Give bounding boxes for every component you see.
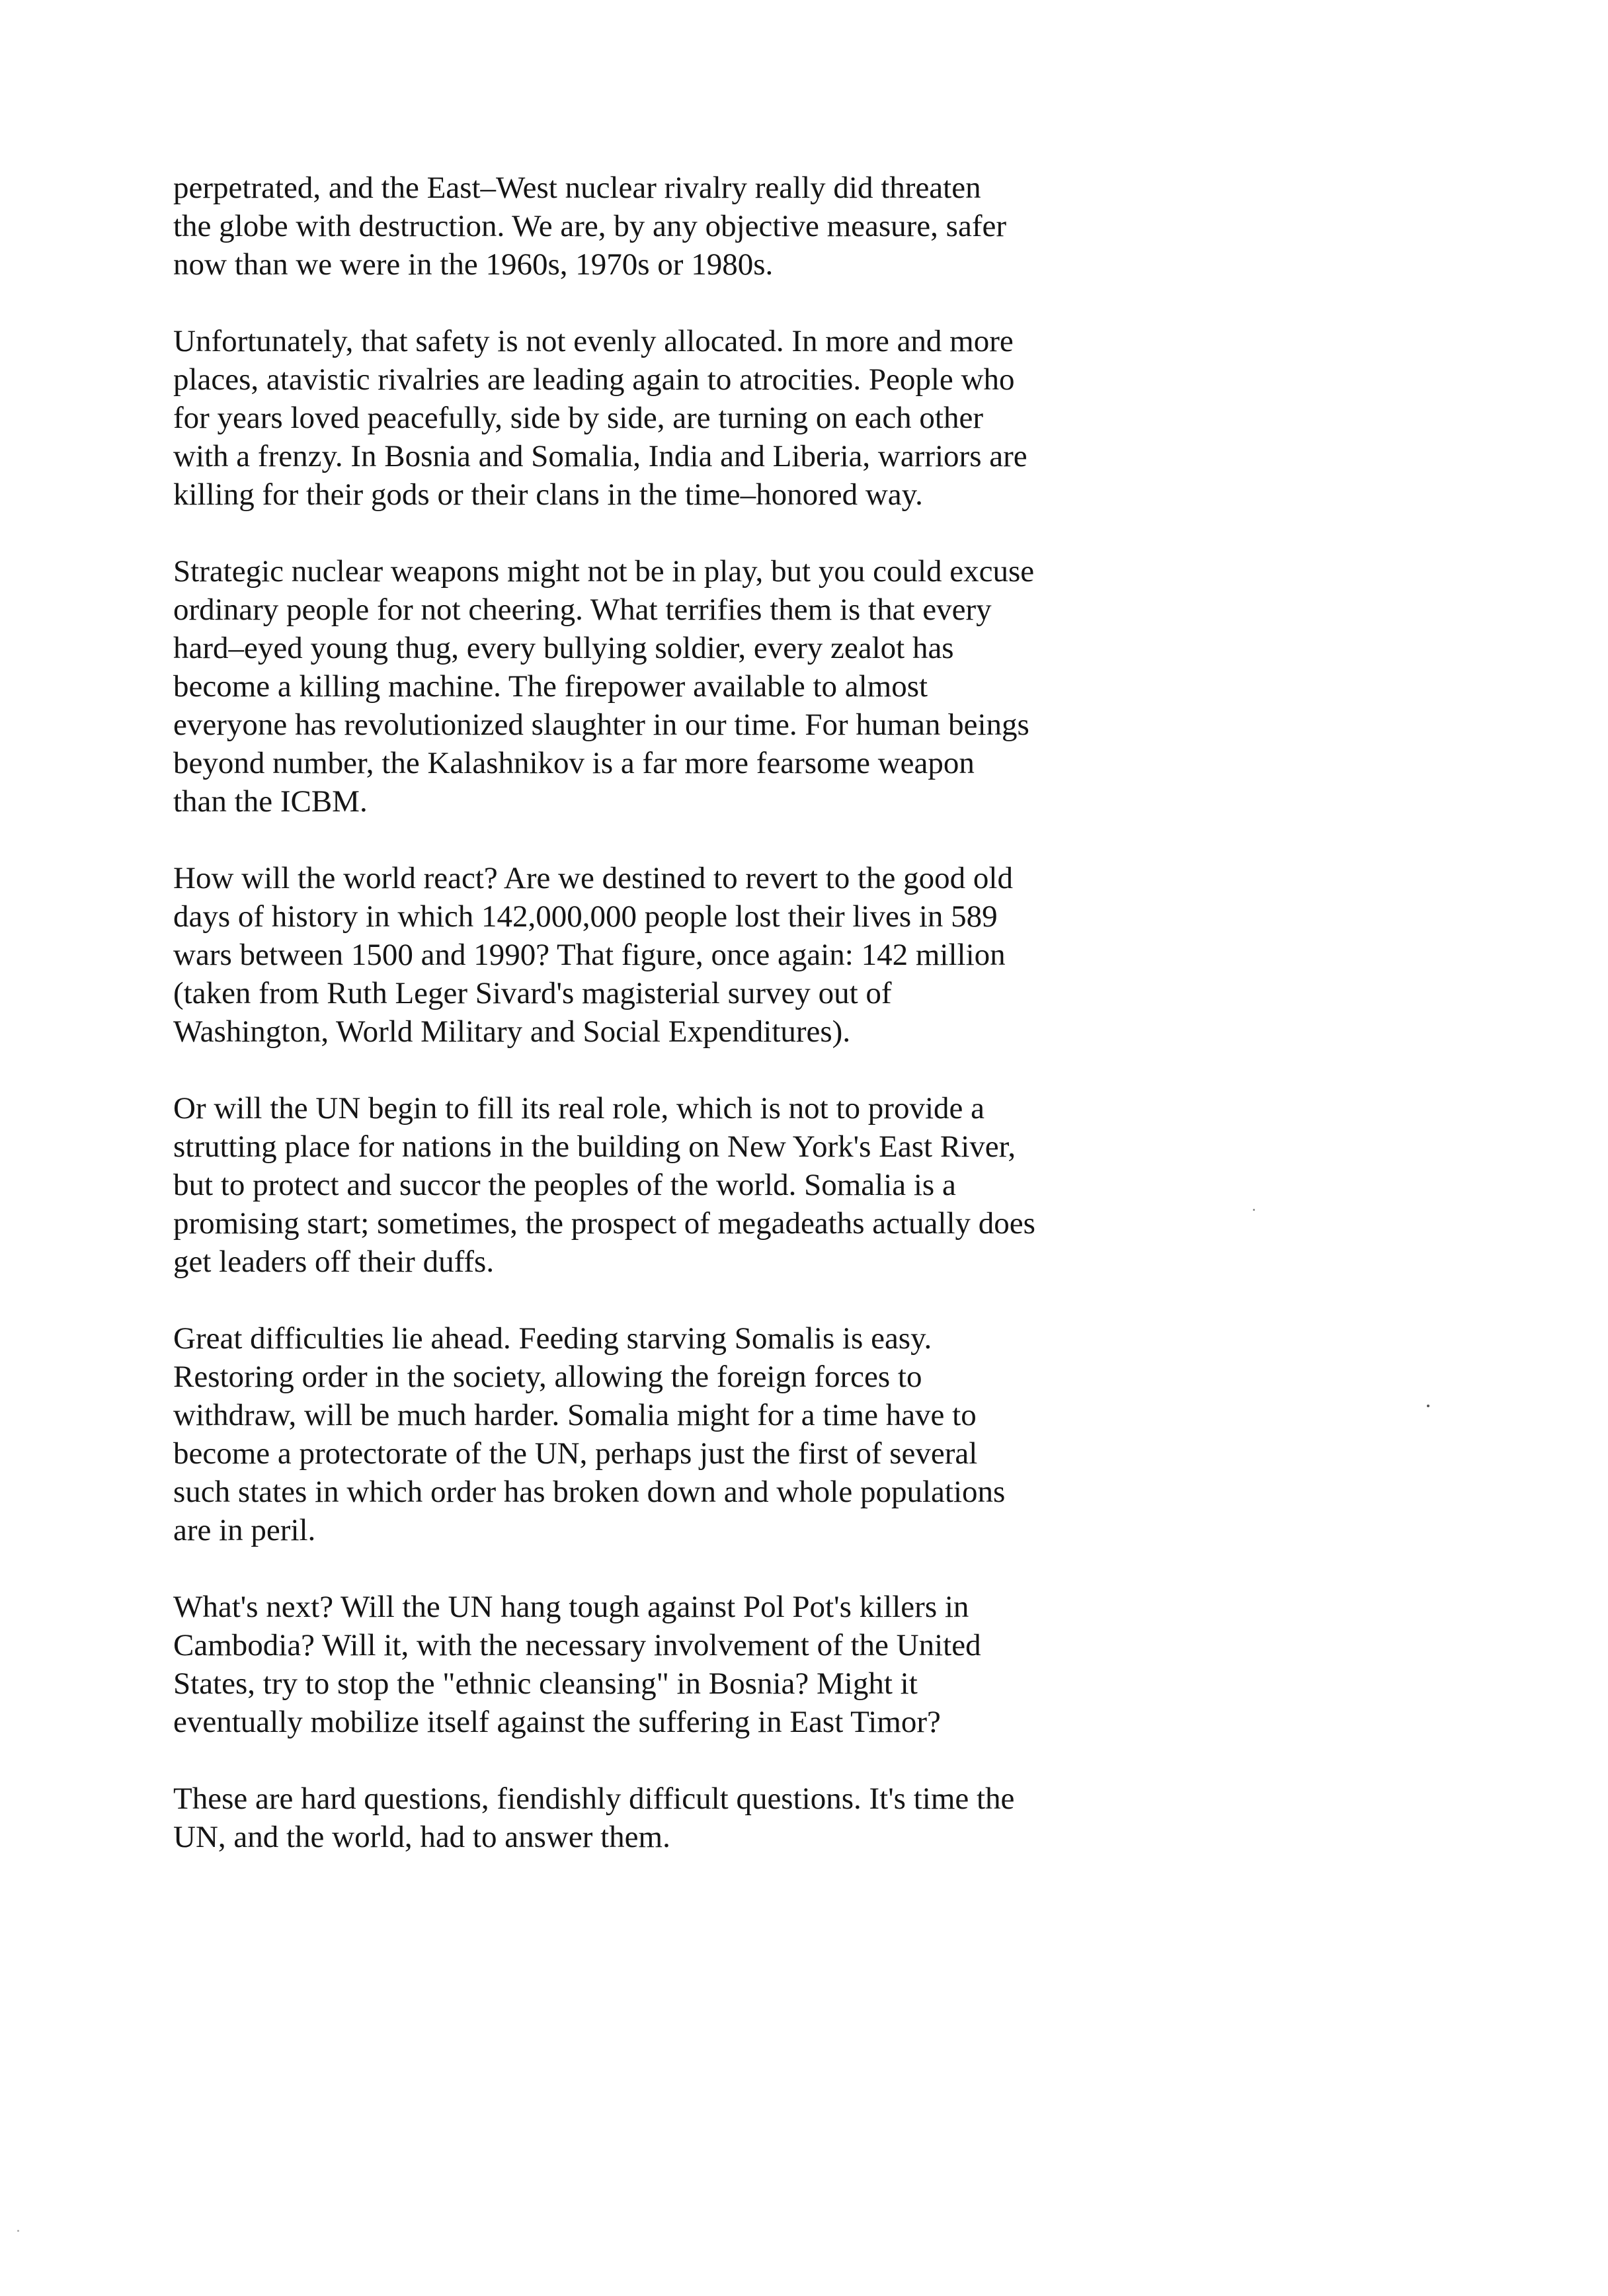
text-line: get leaders off their duffs. [173,1245,495,1279]
text-line: Unfortunately, that safety is not evenly allocated. In more and more [173,324,1014,358]
text-line: strutting place for nations in the building on New York's East River, [173,1129,1016,1164]
text-line: but to protect and succor the peoples of the world. Somalia is a [173,1168,956,1202]
text-line: eventually mobilize itself against the suffering in East Timor? [173,1705,941,1739]
text-line: everyone has revolutionized slaughter in our time. For human beings [173,708,1029,742]
text-line: These are hard questions, fiendishly difficult questions. It's time the [173,1782,1015,1816]
paragraph [173,1319,1165,1549]
text-line: with a frenzy. In Bosnia and Somalia, India and Liberia, warriors are [173,439,1027,473]
text-line: for years loved peacefully, side by side, are turning on each other [173,401,984,435]
text-line: are in peril. [173,1513,316,1547]
paragraph [173,169,1165,284]
text-line: withdraw, will be much harder. Somalia might for a time have to [173,1398,977,1432]
text-line: promising start; sometimes, the prospect of megadeaths actually does [173,1206,1035,1241]
text-line: wars between 1500 and 1990? That figure, once again: 142 million [173,938,1006,972]
text-line: become a killing machine. The firepower available to almost [173,669,928,704]
text-line: than the ICBM. [173,784,368,819]
paragraph [173,1588,1165,1741]
text-line: Strategic nuclear weapons might not be in play, but you could excuse [173,554,1035,589]
text-line: days of history in which 142,000,000 people lost their lives in 589 [173,899,998,934]
text-line: the globe with destruction. We are, by any objective measure, safer [173,209,1006,243]
text-line: Great difficulties lie ahead. Feeding starving Somalis is easy. [173,1321,932,1356]
scan-speck [17,2230,19,2232]
text-line: hard–eyed young thug, every bullying soldier, every zealot has [173,631,954,665]
text-line: Or will the UN begin to fill its real role, which is not to provide a [173,1091,985,1126]
text-line: ordinary people for not cheering. What terrifies them is that every [173,593,992,627]
text-line: beyond number, the Kalashnikov is a far more fearsome weapon [173,746,975,780]
text-line: such states in which order has broken down and whole populations [173,1475,1006,1509]
paragraph [173,1780,1165,1856]
body-text [173,169,1165,1895]
scan-speck [1427,1405,1429,1407]
text-line: What's next? Will the UN hang tough against Pol Pot's killers in [173,1590,969,1624]
text-line: (taken from Ruth Leger Sivard's magisterial survey out of [173,976,892,1010]
text-line: Restoring order in the society, allowing the foreign forces to [173,1360,922,1394]
text-line: places, atavistic rivalries are leading again to atrocities. People who [173,362,1015,397]
paragraph [173,1089,1165,1281]
text-line: now than we were in the 1960s, 1970s or 1980s. [173,247,774,282]
text-line: Cambodia? Will it, with the necessary involvement of the United [173,1628,981,1662]
text-line: perpetrated, and the East–West nuclear rivalry really did threaten [173,171,981,205]
text-line: UN, and the world, had to answer them. [173,1820,670,1854]
text-line: States, try to stop the "ethnic cleansing" in Bosnia? Might it [173,1666,918,1701]
text-line: become a protectorate of the UN, perhaps just the first of several [173,1436,978,1471]
text-line: killing for their gods or their clans in the time–honored way. [173,477,923,512]
paragraph [173,322,1165,514]
paragraph [173,552,1165,821]
text-line: How will the world react? Are we destined to revert to the good old [173,861,1013,895]
paragraph [173,859,1165,1051]
text-line: Washington, World Military and Social Expenditures). [173,1014,851,1049]
scan-speck [1253,1209,1255,1211]
